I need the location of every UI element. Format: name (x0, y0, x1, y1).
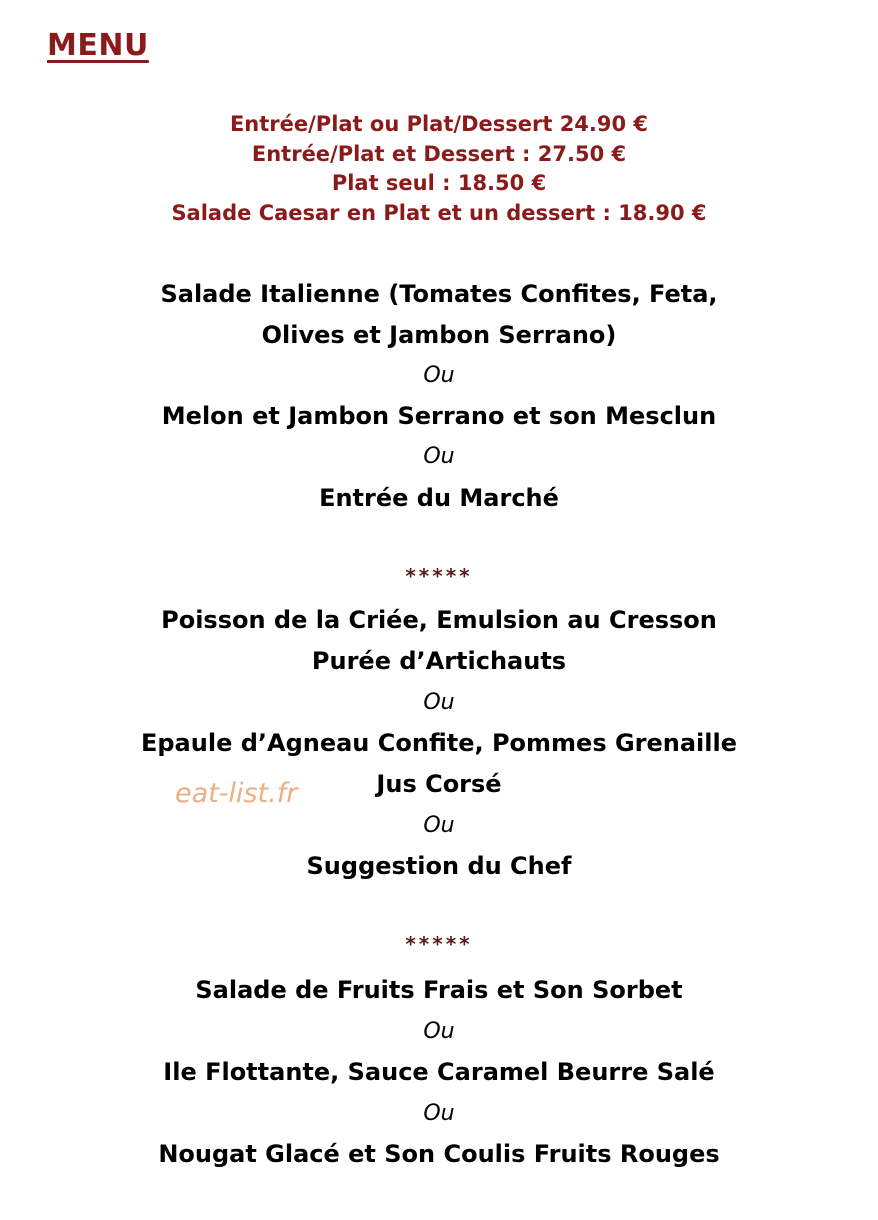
or-separator: Ou (423, 362, 455, 388)
starters-section (0, 274, 878, 519)
dessert-item: Nougat Glacé et Son Coulis Fruits Rouges (158, 1140, 720, 1168)
main-item: Suggestion du Chef (306, 852, 572, 880)
starter-item: Melon et Jambon Serrano et son Mesclun (161, 402, 717, 431)
stars-separator: ***** (405, 932, 473, 956)
desserts-section (0, 970, 878, 1175)
or-separator: Ou (423, 690, 455, 715)
or-separator: Ou (423, 1019, 455, 1044)
dessert-item: Ile Flottante, Sauce Caramel Beurre Salé (163, 1058, 715, 1086)
price-line: Plat seul : 18.50 € (331, 171, 547, 195)
or-separator: Ou (423, 813, 455, 838)
section-separator (0, 926, 878, 962)
starter-item: Entrée du Marché (319, 483, 559, 512)
price-list (0, 110, 878, 228)
price-line: Entrée/Plat et Dessert : 27.50 € (251, 141, 627, 166)
stars-separator: ***** (405, 564, 473, 588)
dessert-item: Salade de Fruits Frais et Son Sorbet (195, 976, 683, 1004)
starter-item: Olives et Jambon Serrano) (261, 320, 617, 349)
or-separator: Ou (423, 444, 455, 470)
main-item: Epaule d’Agneau Confite, Pommes Grenaille (140, 729, 738, 757)
or-separator: Ou (423, 1101, 455, 1126)
watermark-text: eat-list.fr (175, 778, 298, 809)
price-line: Entrée/Plat ou Plat/Dessert 24.90 € (229, 112, 649, 136)
section-separator (0, 558, 878, 594)
price-line: Salade Caesar en Plat et un dessert : 18.90 € (171, 200, 707, 225)
mains-section (0, 600, 878, 887)
main-item: Purée d’Artichauts (311, 647, 567, 675)
main-item: Jus Corsé (376, 770, 502, 798)
menu-title: MENU (47, 28, 149, 63)
starter-item: Salade Italienne (Tomates Confites, Feta, (160, 280, 718, 308)
main-item: Poisson de la Criée, Emulsion au Cresson (161, 606, 717, 634)
